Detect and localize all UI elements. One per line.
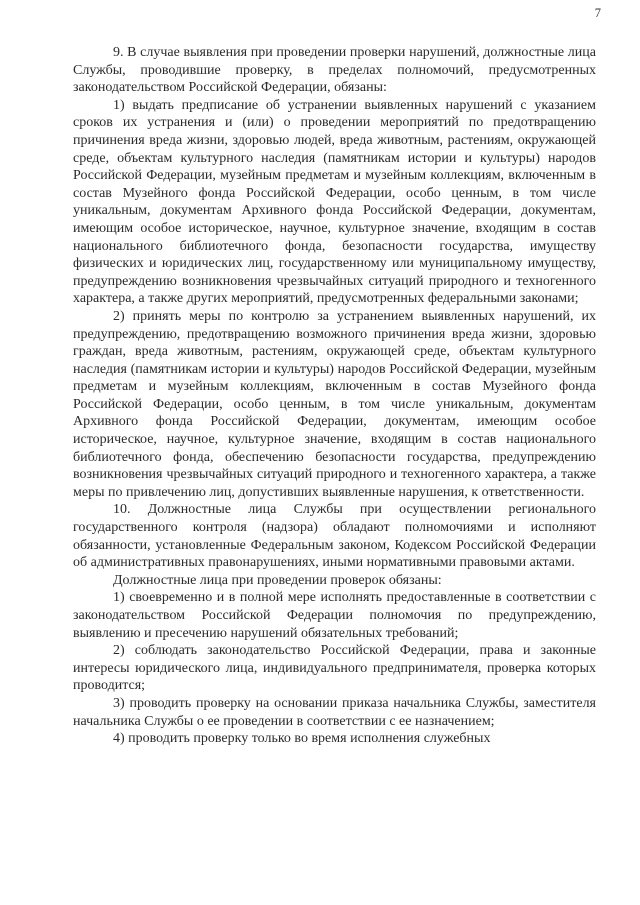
duty-item-2: 2) соблюдать законодательство Российской Федерации, права и законные интересы юридического лица, индивидуального предпринимателя, проверка которых проводится;: [73, 643, 596, 694]
duty-item-3: 3) проводить проверку на основании приказа начальника Службы, заместителя начальника Службы о ее проведении в соответствии с ее назначением;: [73, 695, 596, 729]
paragraph-9-item-2: 2) принять меры по контролю за устранением выявленных нарушений, их предупреждению, предотвращению возможного причинения вреда жизни, здоровью граждан, вреда животным, растениям, окружающей среде, объектам культурного наследия (памятникам истории и культуры) народов Российской Федерации, музейным предметам и музейным коллекциям, включенным в состав Музейного фонда Российской Федерации, особо ценным, в том числе уникальным, документам Архивного фонда Российской Федерации, документам, имеющим особое историческое, научное, культурное значение, входящим в состав национального библиотечного фонда, обеспечению безопасности государства, предупреждению возникновения чрезвычайных ситуаций природного и техногенного характера, а также меры по привлечению лиц, допустивших выявленные нарушения, к ответственности.: [73, 308, 596, 500]
duty-item-1: 1) своевременно и в полной мере исполнять предоставленные в соответствии с законодательством Российской Федерации полномочия по предупреждению, выявлению и пресечению нарушений обязательных требований;: [73, 590, 596, 641]
paragraph-duties-intro: Должностные лица при проведении проверок обязаны:: [113, 572, 442, 588]
document-body: [73, 44, 596, 748]
paragraph-9: 9. В случае выявления при проведении проверки нарушений, должностные лица Службы, проводившие проверку, в пределах полномочий, предусмотренных законодательством Российской Федерации, обязаны:: [73, 45, 596, 96]
paragraph-10: 10. Должностные лица Службы при осуществлении регионального государственного контроля (надзора) обладают полномочиями и исполняют обязанности, установленные Федеральным законом, Кодексом Российской Федерации об административных правонарушениях, иными нормативными правовыми актами.: [73, 502, 596, 571]
paragraph-9-item-1: 1) выдать предписание об устранении выявленных нарушений с указанием сроков их устранения и (или) о проведении мероприятий по предотвращению причинения вреда жизни, здоровью людей, вреда животным, растениям, окружающей среде, объектам культурного наследия (памятникам истории и культуры) народов Российской Федерации, музейным предметам и музейным коллекциям, включенным в состав Музейного фонда Российской Федерации, особо ценным, в том числе уникальным, документам Архивного фонда Российской Федерации, документам, имеющим особое историческое, научное, культурное значение, входящим в состав национального библиотечного фонда, безопасности государства, имуществу физических и юридических лиц, государственному или муниципальному имуществу, предупреждению возникновения чрезвычайных ситуаций природного и техногенного характера, а также других мероприятий, предусмотренных федеральными законами;: [73, 97, 596, 307]
page-number: 7: [594, 6, 601, 20]
duty-item-4: 4) проводить проверку только во время исполнения служебных: [113, 731, 491, 747]
